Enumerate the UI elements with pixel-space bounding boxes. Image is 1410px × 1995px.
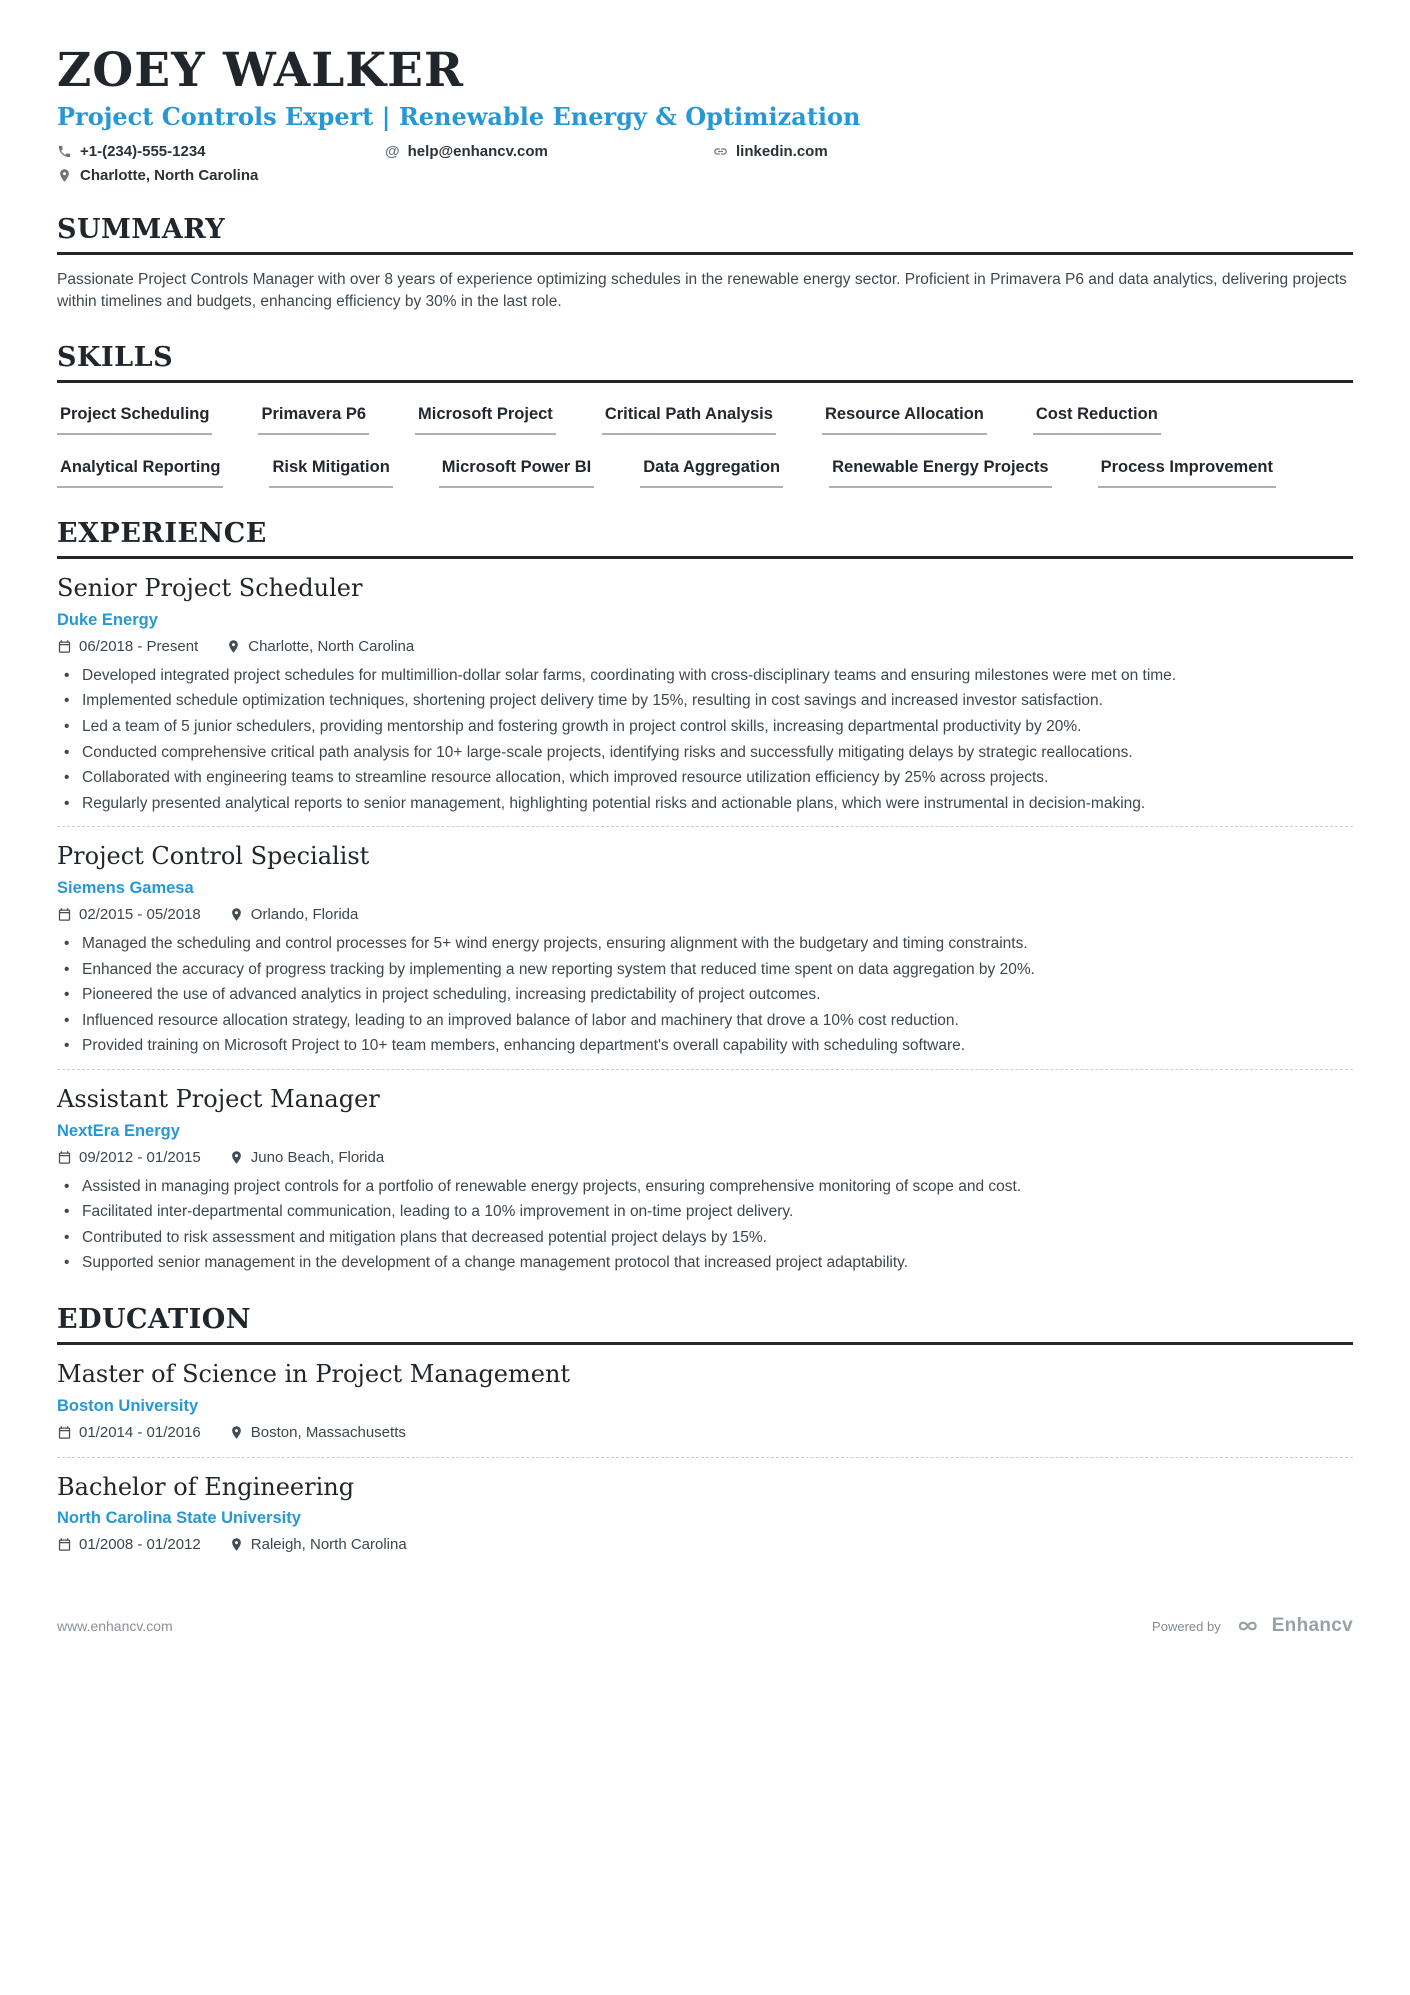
- location-icon: [57, 168, 72, 183]
- skills-list: [57, 405, 1353, 488]
- location-icon: [229, 1150, 244, 1165]
- job-dates-text: 02/2015 - 05/2018: [79, 905, 201, 923]
- job-meta: [57, 1149, 1353, 1166]
- skill-item: Resource Allocation: [822, 405, 987, 435]
- location-icon: [226, 639, 241, 654]
- bullet-item: • Managed the scheduling and control processes for 5+ wind energy projects, ensuring alignment with the budgetary and timing constraints.: [57, 934, 1353, 955]
- education-dates-text: 01/2014 - 01/2016: [79, 1423, 201, 1441]
- education-dates-text: 01/2008 - 01/2012: [79, 1536, 201, 1554]
- degree-title: Master of Science in Project Management: [57, 1360, 571, 1389]
- link-icon: [713, 144, 728, 159]
- experience-entry: [57, 1070, 1353, 1274]
- job-highlights: [57, 666, 1353, 815]
- job-location: [226, 638, 414, 655]
- job-location-text: Orlando, Florida: [250, 905, 359, 923]
- bullet-item: • Developed integrated project schedules for multimillion-dollar solar farms, coordinating with cross-disciplinary teams and ensuring milestones were met on time.: [57, 666, 1353, 687]
- enhancv-logo[interactable]: [1235, 1615, 1353, 1637]
- school-name: Boston University: [57, 1396, 199, 1415]
- job-title: Senior Project Scheduler: [57, 574, 363, 603]
- education-location-text: Raleigh, North Carolina: [250, 1536, 407, 1554]
- bullet-item: • Provided training on Microsoft Project to 10+ team members, enhancing department's overall capability with scheduling software.: [57, 1036, 1353, 1057]
- bullet-item: • Regularly presented analytical reports to senior management, highlighting potential risks and actionable plans, which were instrumental in decision-making.: [57, 794, 1353, 815]
- bullet-item: • Collaborated with engineering teams to streamline resource allocation, which improved resource utilization efficiency by 25% across projects.: [57, 768, 1353, 789]
- skill-item: Microsoft Project: [415, 405, 556, 435]
- website-link[interactable]: www.enhancv.com: [57, 1618, 173, 1635]
- skill-item: Risk Mitigation: [269, 458, 392, 488]
- linkedin-contact[interactable]: [713, 143, 1353, 160]
- skill-item: Critical Path Analysis: [602, 405, 776, 435]
- powered-by: [1152, 1615, 1353, 1637]
- education-meta: [57, 1424, 1353, 1441]
- skills-heading: SKILLS: [57, 342, 1353, 383]
- bullet-item: • Conducted comprehensive critical path analysis for 10+ large-scale projects, identifying risks and successfully mitigating delays by strategic reallocations.: [57, 743, 1353, 764]
- location-icon: [229, 1425, 244, 1440]
- bullet-item: • Assisted in managing project controls for a portfolio of renewable energy projects, ensuring comprehensive monitoring of scope and cost.: [57, 1177, 1353, 1198]
- summary-text: Passionate Project Controls Manager with over 8 years of experience optimizing schedules in the renewable energy sector. Proficient in Primavera P6 and data analytics, delivering projects within timelines and budgets, enhancing efficiency by 30% in the last role.: [57, 271, 1347, 310]
- resume-header: [57, 43, 1353, 185]
- page-footer: [57, 1615, 1353, 1637]
- school-name: North Carolina State University: [57, 1509, 301, 1528]
- bullet-item: • Contributed to risk assessment and mitigation plans that decreased potential project delays by 15%.: [57, 1228, 1353, 1249]
- company-name: Duke Energy: [57, 610, 158, 629]
- bullet-item: • Influenced resource allocation strategy, leading to an improved balance of labor and machinery that drove a 10% cost reduction.: [57, 1011, 1353, 1032]
- job-location-text: Charlotte, North Carolina: [248, 637, 415, 655]
- company-name: NextEra Energy: [57, 1121, 180, 1140]
- degree-title: Bachelor of Engineering: [57, 1472, 355, 1501]
- job-dates: [57, 638, 198, 655]
- phone-icon: [57, 144, 72, 159]
- bullet-item: • Facilitated inter-departmental communication, leading to a 10% improvement in on-time project delivery.: [57, 1202, 1353, 1223]
- calendar-icon: [57, 907, 72, 922]
- education-dates: [57, 1536, 201, 1553]
- location-text: Charlotte, North Carolina: [80, 167, 259, 185]
- skill-item: Microsoft Power BI: [439, 458, 594, 488]
- email-icon: @: [385, 143, 400, 161]
- email-address: help@enhancv.com: [407, 143, 548, 161]
- phone-number: +1-(234)-555-1234: [80, 143, 206, 161]
- job-dates-text: 06/2018 - Present: [79, 637, 199, 655]
- experience-heading: EXPERIENCE: [57, 518, 1353, 559]
- job-title: Project Control Specialist: [57, 842, 370, 871]
- job-title: Assistant Project Manager: [57, 1084, 380, 1113]
- job-location: [229, 1149, 384, 1166]
- skill-item: Analytical Reporting: [57, 458, 223, 488]
- location-contact: [57, 167, 1353, 184]
- job-highlights: [57, 1177, 1353, 1274]
- calendar-icon: [57, 1425, 72, 1440]
- education-heading: EDUCATION: [57, 1304, 1353, 1345]
- bullet-item: • Led a team of 5 junior schedulers, providing mentorship and fostering growth in project control skills, increasing departmental productivity by 20%.: [57, 717, 1353, 738]
- summary-section: [57, 214, 1353, 312]
- linkedin-url: linkedin.com: [736, 143, 828, 161]
- candidate-name: ZOEY WALKER: [57, 43, 465, 98]
- job-meta: [57, 638, 1353, 655]
- job-location-text: Juno Beach, Florida: [250, 1148, 385, 1166]
- location-icon: [229, 907, 244, 922]
- job-dates: [57, 1149, 201, 1166]
- education-location-text: Boston, Massachusetts: [250, 1423, 406, 1441]
- bullet-item: • Pioneered the use of advanced analytics in project scheduling, increasing predictability of project outcomes.: [57, 985, 1353, 1006]
- contact-info: [57, 143, 1353, 184]
- job-location: [229, 906, 359, 923]
- education-entry: [57, 1345, 1353, 1441]
- calendar-icon: [57, 639, 72, 654]
- job-highlights: [57, 934, 1353, 1057]
- summary-heading: SUMMARY: [57, 214, 1353, 255]
- experience-section: [57, 518, 1353, 1274]
- education-section: [57, 1304, 1353, 1553]
- calendar-icon: [57, 1537, 72, 1552]
- skill-item: Cost Reduction: [1033, 405, 1161, 435]
- enhancv-logo-icon: [1235, 1617, 1265, 1635]
- bullet-item: • Implemented schedule optimization techniques, shortening project delivery time by 15%, resulting in cost savings and increased investor satisfaction.: [57, 691, 1353, 712]
- candidate-title: Project Controls Expert | Renewable Energy & Optimization: [57, 102, 861, 132]
- calendar-icon: [57, 1150, 72, 1165]
- skill-item: Process Improvement: [1098, 458, 1276, 488]
- education-entry: [57, 1458, 1353, 1554]
- company-name: Siemens Gamesa: [57, 878, 194, 897]
- skill-item: Renewable Energy Projects: [829, 458, 1051, 488]
- powered-by-text: Powered by: [1152, 1618, 1221, 1634]
- phone-contact[interactable]: [57, 143, 385, 160]
- education-dates: [57, 1424, 201, 1441]
- skill-item: Project Scheduling: [57, 405, 212, 435]
- job-meta: [57, 906, 1353, 923]
- bullet-item: • Supported senior management in the development of a change management protocol that increased project adaptability.: [57, 1253, 1353, 1274]
- skills-section: [57, 342, 1353, 488]
- education-meta: [57, 1536, 1353, 1553]
- skill-item: Primavera P6: [258, 405, 369, 435]
- location-icon: [229, 1537, 244, 1552]
- job-dates-text: 09/2012 - 01/2015: [79, 1148, 201, 1166]
- skill-item: Data Aggregation: [640, 458, 783, 488]
- bullet-item: • Enhanced the accuracy of progress tracking by implementing a new reporting system that reduced time spent on data aggregation by 20%.: [57, 960, 1353, 981]
- enhancv-wordmark: Enhancv: [1271, 1615, 1353, 1637]
- education-location: [229, 1536, 407, 1553]
- email-contact[interactable]: [385, 143, 713, 160]
- job-dates: [57, 906, 201, 923]
- experience-entry: [57, 559, 1353, 814]
- education-location: [229, 1424, 406, 1441]
- experience-entry: [57, 827, 1353, 1057]
